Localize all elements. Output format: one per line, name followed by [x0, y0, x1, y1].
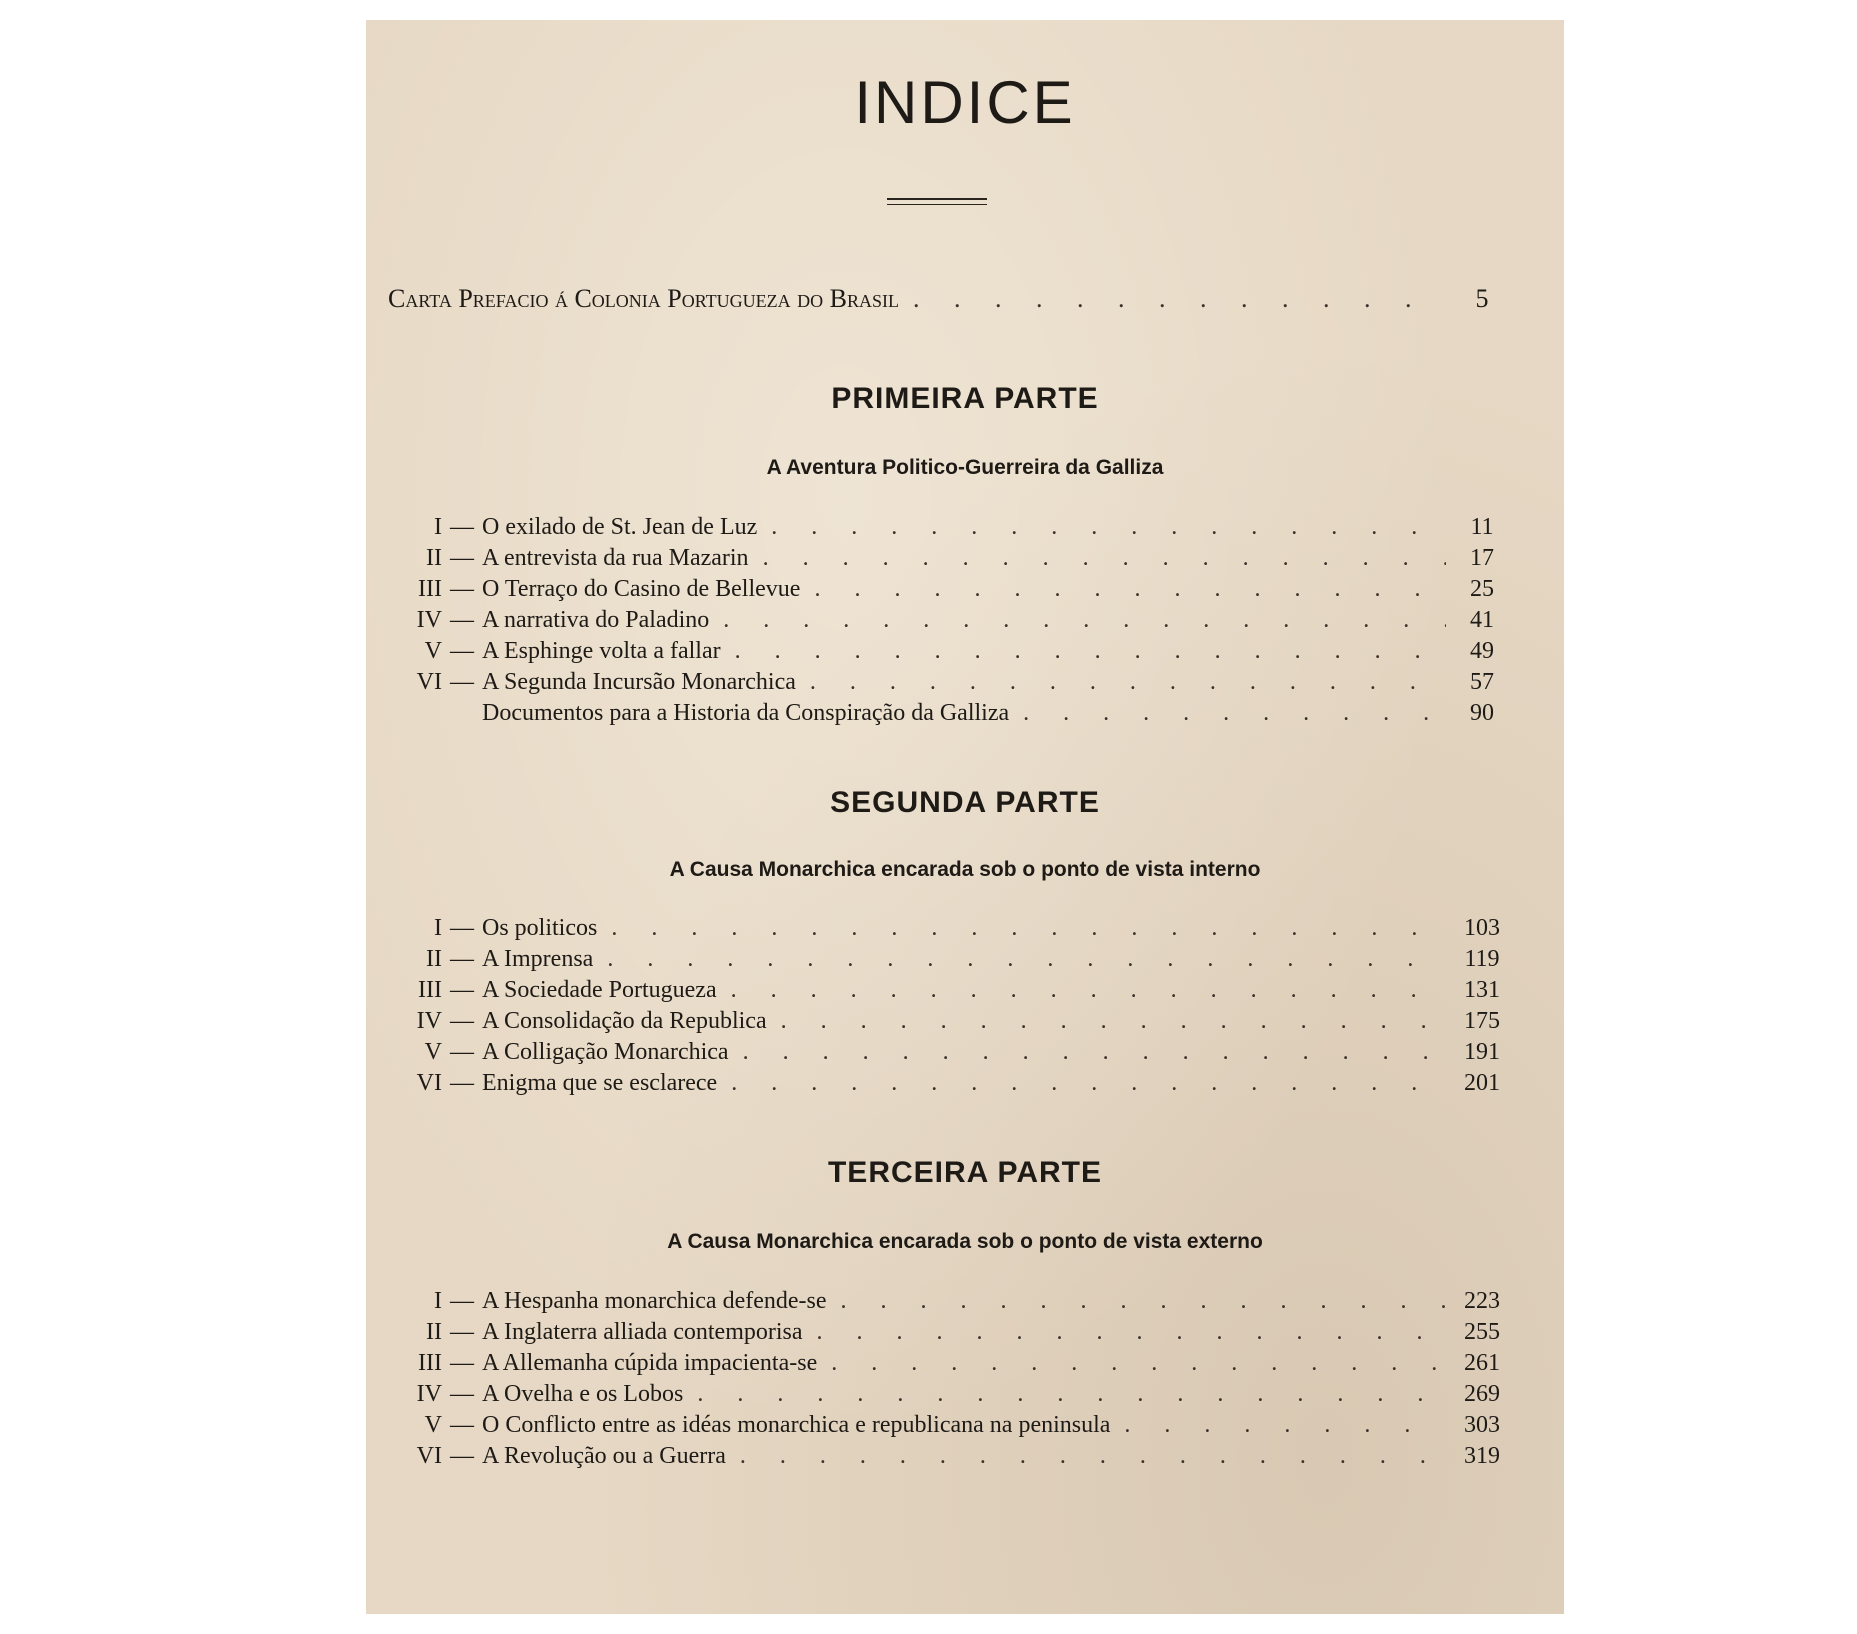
entry-dash: — — [450, 946, 474, 972]
title-ornament-rule — [887, 198, 987, 205]
entry-label: A Hespanha monarchica defende-se — [482, 1288, 827, 1314]
dot-leader — [1023, 700, 1446, 727]
toc-entry — [392, 977, 1504, 1008]
dot-leader — [723, 607, 1446, 634]
part-1-entries — [392, 514, 1504, 731]
prefacio-entry — [388, 284, 1504, 314]
toc-entry — [392, 946, 1504, 977]
toc-entry — [392, 1288, 1504, 1319]
toc-entry — [392, 514, 1504, 545]
entry-page-number: 269 — [1464, 1381, 1500, 1407]
entry-page-number: 90 — [1470, 700, 1494, 726]
toc-entry — [392, 638, 1504, 669]
entry-dash: — — [450, 576, 474, 602]
entry-dash: — — [450, 1412, 474, 1438]
entry-roman: III — [418, 1350, 442, 1376]
toc-entry — [392, 915, 1504, 946]
entry-label: A Allemanha cúpida impacienta-se — [482, 1350, 818, 1376]
toc-entry — [392, 1039, 1504, 1070]
entry-dash: — — [450, 1039, 474, 1065]
entry-roman: III — [418, 576, 442, 602]
entry-dash: — — [450, 514, 474, 540]
dot-leader — [817, 1319, 1446, 1346]
entry-dash: — — [450, 915, 474, 941]
part-2-entries — [392, 915, 1504, 1101]
toc-entry-documents — [392, 700, 1504, 731]
toc-entry — [392, 545, 1504, 576]
entry-label: A Colligação Monarchica — [482, 1039, 729, 1065]
dot-leader — [743, 1039, 1446, 1066]
entry-page-number: 261 — [1464, 1350, 1500, 1376]
entry-page-number: 175 — [1464, 1008, 1500, 1034]
entry-label: A Segunda Incursão Monarchica — [482, 669, 796, 695]
toc-entry — [392, 607, 1504, 638]
entry-roman: V — [424, 1412, 442, 1438]
entry-roman: VI — [416, 1443, 442, 1469]
dot-leader — [814, 576, 1446, 603]
part-1-subtitle: A Aventura Politico-Guerreira da Galliza — [766, 456, 1164, 479]
entry-page-number: 131 — [1464, 977, 1500, 1003]
entry-page-number: 255 — [1464, 1319, 1500, 1345]
entry-page-number: 57 — [1470, 669, 1494, 695]
entry-label: A Inglaterra alliada contemporisa — [482, 1319, 803, 1345]
dot-leader — [731, 1070, 1446, 1097]
entry-dash: — — [450, 607, 474, 633]
page-title: INDICE — [854, 69, 1076, 136]
entry-page-number: 49 — [1470, 638, 1494, 664]
entry-label: O Conflicto entre as idéas monarchica e republicana na peninsula — [482, 1412, 1111, 1438]
entry-dash: — — [450, 977, 474, 1003]
entry-roman: II — [426, 1319, 442, 1345]
dot-leader — [740, 1443, 1446, 1470]
entry-label: Documentos para a Historia da Conspiração da Galliza — [482, 700, 1010, 726]
dot-leader — [831, 1350, 1446, 1377]
part-2-subtitle: A Causa Monarchica encarada sob o ponto de vista interno — [669, 858, 1261, 881]
dot-leader — [913, 284, 1446, 314]
entry-dash: — — [450, 669, 474, 695]
entry-page-number: 303 — [1464, 1412, 1500, 1438]
part-3-title: TERCEIRA PARTE — [827, 1156, 1102, 1189]
toc-entry — [392, 1319, 1504, 1350]
entry-roman: VI — [416, 1070, 442, 1096]
entry-label: A Revolução ou a Guerra — [482, 1443, 726, 1469]
part-3-subtitle: A Causa Monarchica encarada sob o ponto de vista externo — [667, 1230, 1263, 1253]
dot-leader — [607, 946, 1446, 973]
entry-page-number: 25 — [1470, 576, 1494, 602]
entry-page-number: 191 — [1464, 1039, 1500, 1065]
toc-entry — [392, 1381, 1504, 1412]
entry-roman: VI — [416, 669, 442, 695]
entry-roman: V — [424, 1039, 442, 1065]
entry-roman: IV — [416, 607, 442, 633]
entry-label: Os politicos — [482, 915, 598, 941]
dot-leader — [735, 638, 1446, 665]
part-2-title: SEGUNDA PARTE — [830, 786, 1100, 819]
part-3-entries — [392, 1288, 1504, 1474]
entry-label: A Consolidação da Republica — [482, 1008, 767, 1034]
entry-dash: — — [450, 1350, 474, 1376]
entry-label: O Terraço do Casino de Bellevue — [482, 576, 801, 602]
entry-roman: II — [426, 946, 442, 972]
book-page — [366, 20, 1564, 1614]
dot-leader — [731, 977, 1446, 1004]
dot-leader — [781, 1008, 1446, 1035]
dot-leader — [763, 545, 1446, 572]
dot-leader — [611, 915, 1446, 942]
entry-page-number: 17 — [1470, 545, 1494, 571]
toc-entry — [392, 1412, 1504, 1443]
dot-leader — [771, 514, 1446, 541]
entry-page-number: 11 — [1470, 514, 1494, 540]
entry-page-number: 223 — [1464, 1288, 1500, 1314]
prefacio-label: Carta Prefacio á Colonia Portugueza do Brasil — [388, 284, 899, 313]
entry-label: A Ovelha e os Lobos — [482, 1381, 684, 1407]
toc-entry — [392, 1008, 1504, 1039]
entry-dash: — — [450, 1008, 474, 1034]
entry-dash: — — [450, 638, 474, 664]
toc-entry — [392, 1070, 1504, 1101]
toc-entry — [392, 1350, 1504, 1381]
entry-roman: I — [434, 915, 442, 941]
entry-roman: III — [418, 977, 442, 1003]
dot-leader — [697, 1381, 1446, 1408]
entry-page-number: 103 — [1464, 915, 1500, 941]
entry-roman: V — [424, 638, 442, 664]
entry-roman: I — [434, 514, 442, 540]
entry-label: A Imprensa — [482, 946, 594, 972]
dot-leader — [810, 669, 1446, 696]
entry-dash: — — [450, 1381, 474, 1407]
part-1-title: PRIMEIRA PARTE — [831, 382, 1099, 415]
entry-label: A entrevista da rua Mazarin — [482, 545, 749, 571]
toc-entry — [392, 576, 1504, 607]
entry-roman: I — [434, 1288, 442, 1314]
toc-entry — [392, 1443, 1504, 1474]
entry-label: A narrativa do Paladino — [482, 607, 710, 633]
entry-label: A Sociedade Portugueza — [482, 977, 717, 1003]
entry-dash: — — [450, 1070, 474, 1096]
entry-dash: — — [450, 1288, 474, 1314]
entry-label: O exilado de St. Jean de Luz — [482, 514, 758, 540]
entry-page-number: 119 — [1464, 946, 1500, 972]
entry-dash: — — [450, 1443, 474, 1469]
dot-leader — [841, 1288, 1446, 1315]
prefacio-page-number: 5 — [1475, 284, 1489, 313]
entry-page-number: 41 — [1470, 607, 1494, 633]
dot-leader — [1124, 1412, 1446, 1439]
entry-roman: II — [426, 545, 442, 571]
entry-page-number: 201 — [1464, 1070, 1500, 1096]
entry-roman: IV — [416, 1008, 442, 1034]
entry-label: Enigma que se esclarece — [482, 1070, 718, 1096]
entry-dash: — — [450, 1319, 474, 1345]
entry-page-number: 319 — [1464, 1443, 1500, 1469]
toc-entry — [392, 669, 1504, 700]
entry-dash: — — [450, 545, 474, 571]
entry-roman: IV — [416, 1381, 442, 1407]
entry-label: A Esphinge volta a fallar — [482, 638, 721, 664]
